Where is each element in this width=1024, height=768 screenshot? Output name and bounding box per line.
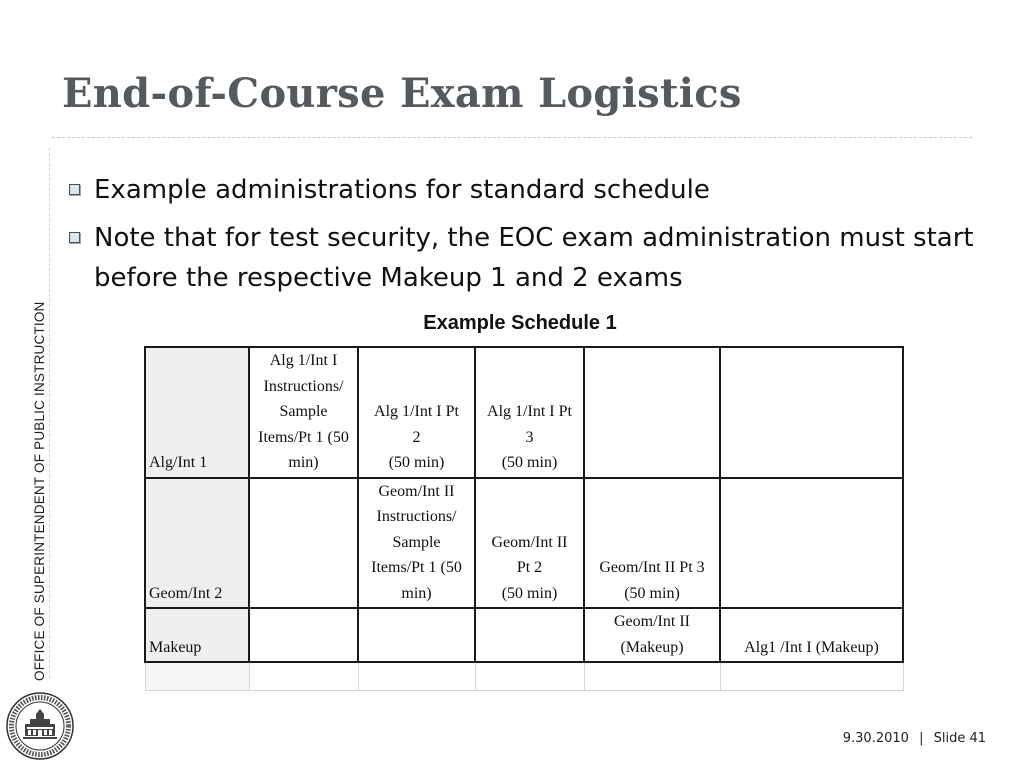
cell-text-line: min) (288, 454, 319, 471)
cell-text-line: Geom/Int II (491, 533, 568, 551)
row-header-cell: Geom/Int 2 (145, 478, 249, 609)
cell-text-line: 3 (525, 428, 534, 446)
table-cell (720, 347, 903, 478)
cell-text-line: 2 (412, 428, 421, 446)
table-row (145, 608, 903, 662)
cell-text-line: Items/Pt 1 (50 (371, 559, 462, 576)
cell-text-line: (Makeup) (620, 638, 684, 656)
row-header-cell: Alg/Int 1 (145, 347, 249, 478)
cell-text-line: Sample (279, 403, 328, 420)
cell-text-line: min) (401, 584, 432, 602)
schedule-table (144, 346, 904, 691)
row-header-cell: Makeup (145, 608, 249, 662)
cell-text-line: Alg 1/Int I Pt (487, 403, 572, 420)
empty-table-cell (584, 662, 720, 691)
osp-seal-logo (6, 692, 74, 760)
cell-text-line: (50 min) (501, 584, 558, 602)
cell-text-line: (50 min) (624, 584, 680, 602)
cell-text-line: Alg 1/Int I (269, 352, 338, 369)
sidebar-divider (49, 148, 50, 678)
table-cell (475, 347, 584, 478)
table-cell (475, 608, 584, 662)
cell-text-line: Geom/Int II (614, 613, 690, 630)
bullet-text: Note that for test security, the EOC exam administration must start before the respective Makeup 1 and 2 exams (94, 223, 974, 293)
cell-text-line: Geom/Int II (378, 482, 455, 500)
table-cell (584, 347, 720, 478)
table-cell (358, 608, 475, 662)
bullet-item (66, 218, 996, 298)
table-cell (720, 608, 903, 662)
table-cell (249, 478, 358, 609)
empty-table-cell (720, 662, 903, 691)
bullet-list (66, 170, 996, 306)
cell-text-line: (50 min) (501, 454, 558, 471)
footer-slide-number: Slide 41 (933, 731, 986, 746)
cell-text-line: Alg1 /Int I (Makeup) (744, 638, 879, 656)
cell-text-line: Alg 1/Int I Pt (374, 403, 459, 420)
table-cell (584, 608, 720, 662)
table-cell (358, 478, 475, 609)
square-bullet-icon (69, 232, 80, 243)
table-row (145, 478, 903, 609)
table-cell (249, 347, 358, 478)
square-bullet-icon (69, 184, 80, 195)
cell-text-line: Instructions/ (376, 508, 457, 525)
bullet-item (66, 170, 996, 210)
table-cell (720, 478, 903, 609)
empty-table-row (145, 662, 903, 691)
sidebar-organization-label: OFFICE OF SUPERINTENDENT OF PUBLIC INSTRUCTION (32, 301, 47, 681)
cell-text-line: Items/Pt 1 (50 (258, 428, 349, 446)
table-row (145, 347, 903, 478)
schedule-table-body (145, 347, 903, 691)
footer-separator: | (919, 731, 924, 746)
empty-table-cell (249, 662, 358, 691)
table-cell (358, 347, 475, 478)
table-cell (475, 478, 584, 609)
cell-text-line: Instructions/ (263, 377, 344, 395)
slide-title: End-of-Course Exam Logistics (62, 70, 742, 117)
cell-text-line: Pt 2 (516, 559, 543, 576)
table-cell (249, 608, 358, 662)
empty-table-cell (475, 662, 584, 691)
empty-table-cell (145, 662, 249, 691)
cell-text-line: (50 min) (388, 454, 445, 471)
footer-date: 9.30.2010 (842, 731, 909, 746)
slide-footer (800, 731, 986, 746)
table-cell (584, 478, 720, 609)
bullet-text: Example administrations for standard schedule (94, 175, 710, 205)
table-caption: Example Schedule 1 (423, 312, 617, 334)
cell-text-line: Geom/Int II Pt 3 (599, 559, 705, 576)
cell-text-line: Sample (392, 533, 441, 551)
title-divider (52, 137, 972, 138)
empty-table-cell (358, 662, 475, 691)
